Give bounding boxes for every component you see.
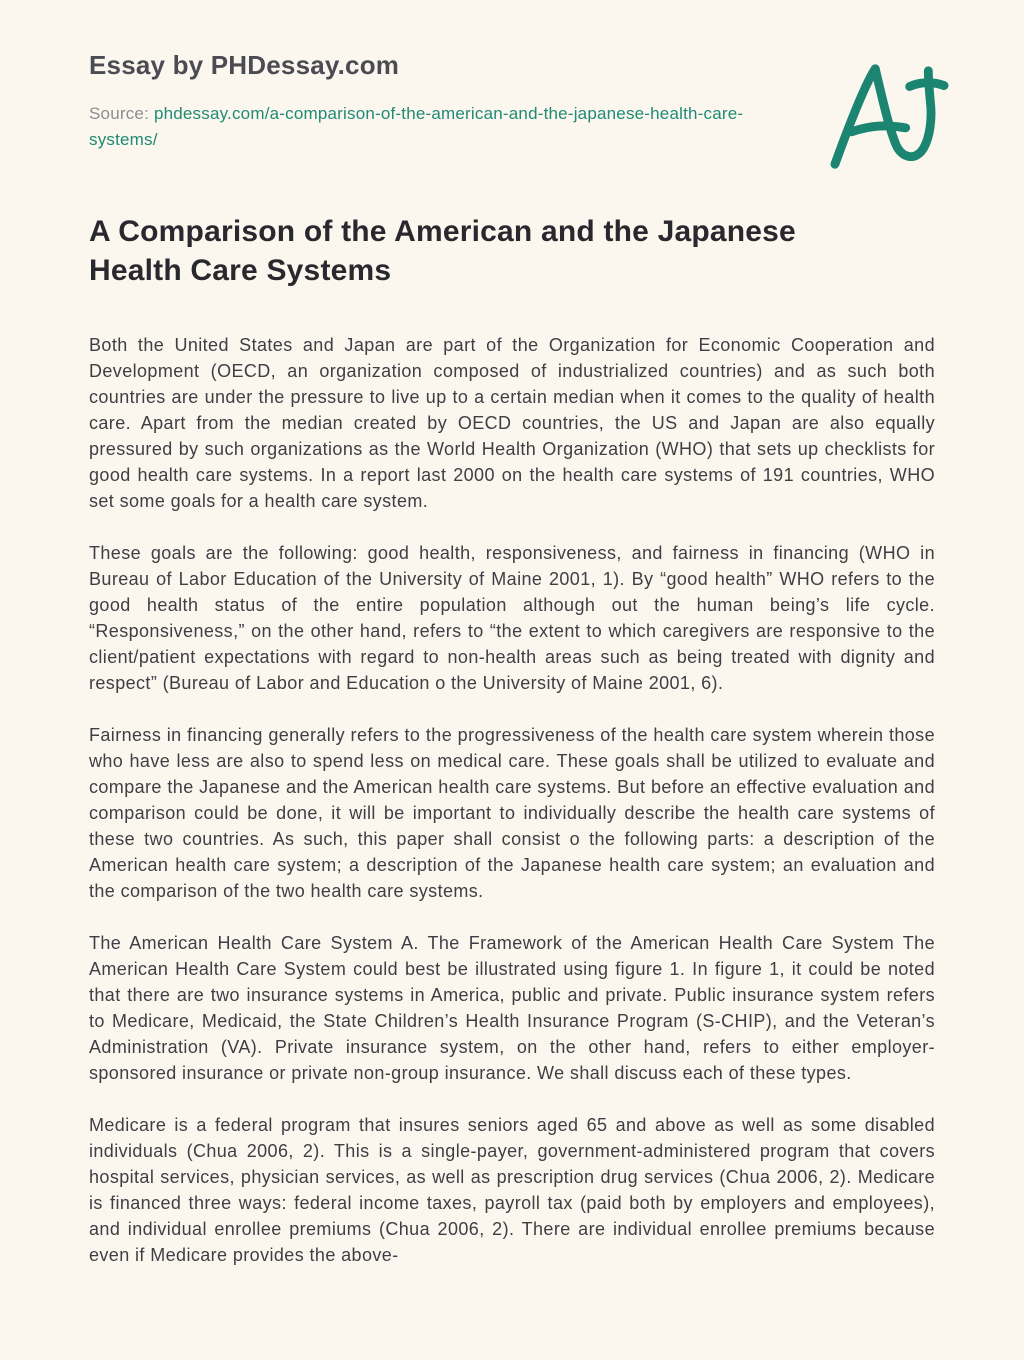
brand-heading: Essay by PHDessay.com xyxy=(89,50,400,80)
paragraph-intro: Both the United States and Japan are part of the Organization for Economic Cooperation and Development (OECD, an organization composed of industrialized countries) and as such both countries are under the pressure to live up to a certain median when it comes to the quality of health care. Apart from the median created by OECD countries, the US and Japan are also equally pressured by such organizations as the World Health Organization (WHO) that sets up checklists for good health care systems. In a report last 2000 on the health care systems of 191 countries, WHO set some goals for a health care system. xyxy=(89,335,935,511)
paragraph-american-system: The American Health Care System A. The Framework of the American Health Care System The American Health Care System could best be illustrated using figure 1. In figure 1, it could be noted that there are two insurance systems in America, public and private. Public insurance system refers to Medicare, Medicaid, the State Children’s Health Insurance Program (S-CHIP), and the Veteran’s Administration (VA). Private insurance system, on the other hand, refers to either employer-sponsored insurance or private non-group insurance. We shall discuss each of these types. xyxy=(89,933,935,1083)
paragraph-fairness: Fairness in financing generally refers to the progressiveness of the health care system wherein those who have less are also to spend less on medical care. These goals shall be utilized to evaluate and compare the Japanese and the American health care systems. But before an effective evaluation and comparison could be done, it will be important to individually describe the health care systems of these two countries. As such, this paper shall consist o the following parts: a description of the American health care system; a description of the Japanese health care system; an evaluation and the comparison of the two health care systems. xyxy=(89,725,935,901)
source-label: Source: xyxy=(89,104,149,123)
paragraph-medicare: Medicare is a federal program that insures seniors aged 65 and above as well as some disabled individuals (Chua 2006, 2). This is a single-payer, government-administered program that covers hospital services, physician services, as well as prescription drug services (Chua 2006, 2). Medicare is financed three ways: federal income taxes, payroll tax (paid both by employers and employees), and individual enrollee premiums (Chua 2006, 2). There are individual enrollee premiums because even if Medicare provides the above- xyxy=(89,1115,935,1265)
document-title: A Comparison of the American and the Japanese Health Care Systems xyxy=(89,215,796,287)
document-body xyxy=(89,332,935,1316)
a-plus-logo-icon xyxy=(824,58,954,176)
source-url-link[interactable]: phdessay.com/a-comparison-of-the-american-and-the-japanese-health-care-systems/ xyxy=(89,104,744,149)
source-line xyxy=(89,101,754,153)
paragraph-who-goals: These goals are the following: good health, responsiveness, and fairness in financing (WHO in Bureau of Labor Education of the University of Maine 2001, 1). By “good health” WHO refers to the good health status of the entire population although out the human being’s life cycle. “Responsiveness,” on the other hand, refers to “the extent to which caregivers are responsive to the client/patient expectations with regard to non-health areas such as being treated with dignity and respect” (Bureau of Labor and Education o the University of Maine 2001, 6). xyxy=(89,543,935,693)
